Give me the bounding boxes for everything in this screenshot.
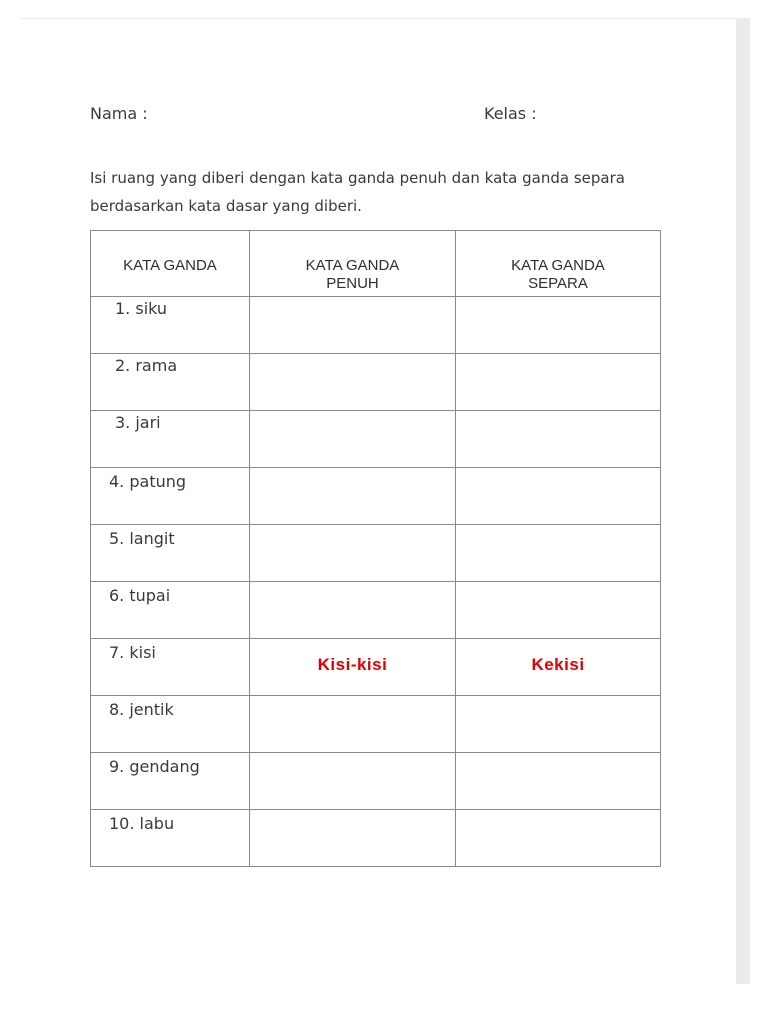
separa-cell[interactable]	[456, 468, 661, 525]
word-cell	[91, 354, 250, 411]
separa-answer	[456, 354, 660, 370]
word-cell	[91, 810, 250, 867]
penuh-answer	[250, 468, 455, 484]
base-word: 6. tupai	[109, 586, 171, 605]
name-label: Nama :	[90, 104, 148, 123]
penuh-cell[interactable]	[250, 582, 456, 639]
penuh-cell[interactable]	[250, 525, 456, 582]
penuh-answer	[250, 582, 455, 598]
word-cell	[91, 639, 250, 696]
penuh-answer	[250, 354, 455, 370]
table-row	[91, 696, 661, 753]
separa-cell[interactable]	[456, 810, 661, 867]
penuh-cell[interactable]	[250, 297, 456, 354]
penuh-cell[interactable]	[250, 810, 456, 867]
base-word: 3. jari	[115, 413, 161, 432]
worksheet-table	[90, 230, 661, 867]
word-cell	[91, 753, 250, 810]
penuh-cell[interactable]	[250, 696, 456, 753]
word-cell	[91, 525, 250, 582]
table-row	[91, 525, 661, 582]
word-cell	[91, 696, 250, 753]
penuh-answer	[250, 297, 455, 313]
separa-cell[interactable]	[456, 411, 661, 468]
table-row	[91, 582, 661, 639]
word-cell	[91, 468, 250, 525]
table-row	[91, 639, 661, 696]
base-word: 1. siku	[115, 299, 168, 318]
column-header-kata-ganda: KATA GANDA	[91, 231, 250, 297]
base-word: 8. jentik	[109, 700, 174, 719]
penuh-answer	[250, 696, 455, 712]
penuh-answer: Kisi-kisi	[317, 655, 388, 674]
base-word: 4. patung	[109, 472, 187, 491]
penuh-answer	[250, 411, 455, 427]
base-word: 7. kisi	[109, 643, 156, 662]
penuh-cell[interactable]	[250, 411, 456, 468]
separa-answer	[456, 411, 660, 427]
separa-answer	[456, 696, 660, 712]
separa-cell[interactable]	[456, 354, 661, 411]
column-header-kata-ganda-penuh: KATA GANDA PENUH	[250, 231, 456, 297]
penuh-cell[interactable]	[250, 753, 456, 810]
separa-cell[interactable]	[456, 582, 661, 639]
separa-answer	[456, 753, 660, 769]
separa-answer	[456, 297, 660, 313]
base-word: 10. labu	[109, 814, 175, 833]
separa-answer: Kekisi	[531, 655, 585, 674]
separa-cell[interactable]	[456, 297, 661, 354]
instructions-text: Isi ruang yang diberi dengan kata ganda penuh dan kata ganda separa berdasarkan kata dasar yang diberi.	[90, 169, 625, 215]
class-label: Kelas :	[484, 104, 537, 123]
vertical-scrollbar[interactable]	[736, 18, 750, 984]
column-header-kata-ganda-separa: KATA GANDA SEPARA	[456, 231, 661, 297]
penuh-answer	[250, 525, 455, 541]
page-top-divider	[20, 18, 736, 19]
separa-answer	[456, 582, 660, 598]
word-cell	[91, 582, 250, 639]
table-row	[91, 354, 661, 411]
penuh-answer	[250, 753, 455, 769]
table-row	[91, 297, 661, 354]
separa-answer	[456, 810, 660, 826]
table-row	[91, 810, 661, 867]
separa-cell[interactable]	[456, 696, 661, 753]
table-row	[91, 753, 661, 810]
table-row	[91, 468, 661, 525]
separa-cell[interactable]	[456, 753, 661, 810]
table-header-row	[91, 231, 661, 297]
penuh-cell[interactable]	[250, 354, 456, 411]
penuh-cell[interactable]	[250, 468, 456, 525]
separa-answer	[456, 525, 660, 541]
separa-answer	[456, 468, 660, 484]
base-word: 5. langit	[109, 529, 175, 548]
separa-cell[interactable]	[456, 639, 661, 696]
penuh-cell[interactable]	[250, 639, 456, 696]
word-cell	[91, 411, 250, 468]
table-row	[91, 411, 661, 468]
base-word: 2. rama	[115, 356, 178, 375]
penuh-answer	[250, 810, 455, 826]
word-cell	[91, 297, 250, 354]
base-word: 9. gendang	[109, 757, 200, 776]
separa-cell[interactable]	[456, 525, 661, 582]
